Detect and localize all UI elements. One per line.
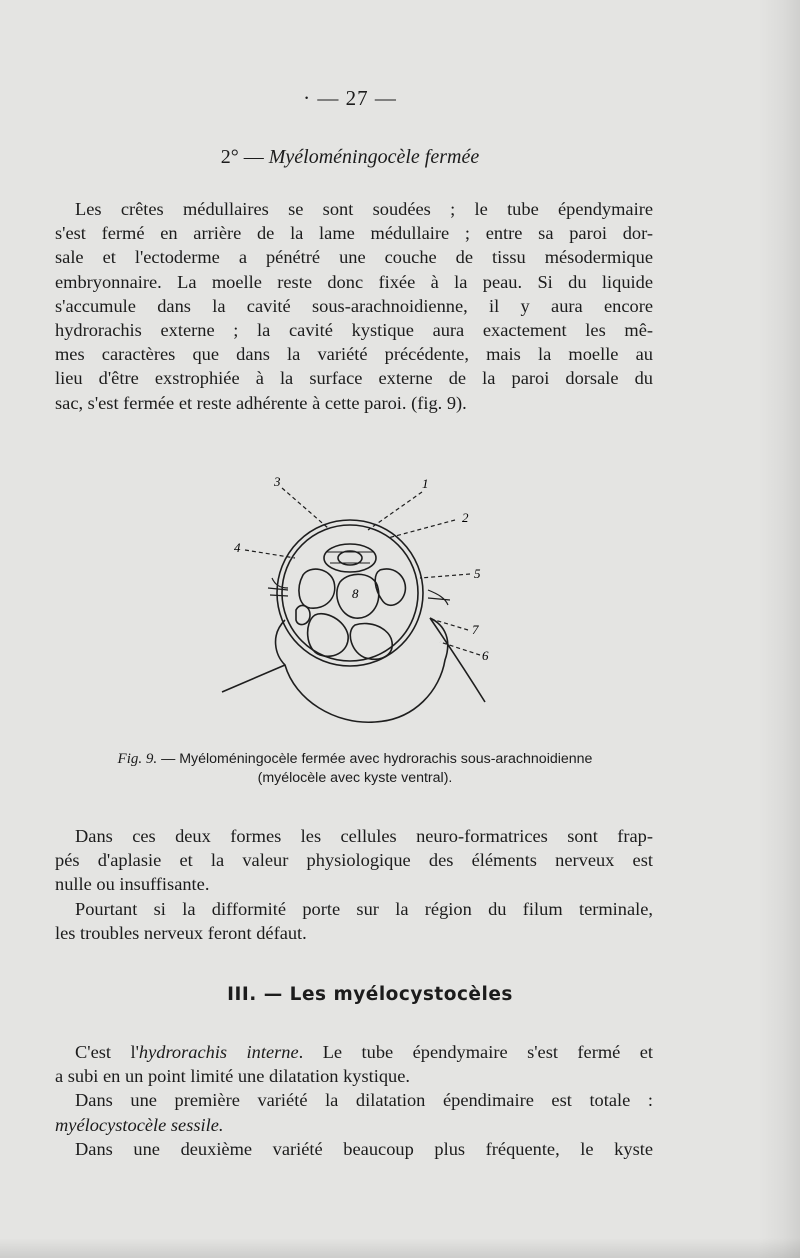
figure-label-2: 2 <box>462 510 469 525</box>
paragraph-line: sac, s'est fermée et reste adhérente à cette paroi. (fig. 9). <box>55 392 467 413</box>
section-number: 2° <box>220 146 239 168</box>
paragraph-line: Les crêtes médullaires se sont soudées ; le tube épendymaire <box>75 199 653 219</box>
page-number: · — 27 — <box>303 86 397 110</box>
cyst-right <box>375 569 405 605</box>
myelomeningocele-illustration <box>200 470 500 735</box>
page-shadow-bottom <box>0 1238 800 1258</box>
caption-line-1: — Myéloméningocèle fermée avec hydrorachis sous-arachnoidienne <box>161 751 593 767</box>
paragraph-line: les troubles nerveux feront défaut. <box>55 922 307 943</box>
paragraph-line: mes caractères que dans la variété précédente, mais la moelle au <box>55 344 653 365</box>
paragraph-3 <box>55 1040 653 1161</box>
paragraph-line <box>55 1040 653 1064</box>
section-title-text: Myéloméningocèle fermée <box>268 146 480 168</box>
inner-membrane <box>282 525 418 661</box>
figure-label-5: 5 <box>474 566 481 581</box>
paragraph-line: a subi en un point limité une dilatation kystique. <box>55 1066 410 1087</box>
figure-9-diagram <box>200 470 500 735</box>
page-shadow-right <box>758 0 800 1258</box>
paragraph-line: lieu d'être exstrophiée à la surface externe de la paroi dorsale du <box>55 368 653 389</box>
line-text: C'est l' <box>75 1042 139 1062</box>
paragraph-line: Dans une deuxième variété beaucoup plus fréquente, le kyste <box>75 1138 653 1159</box>
paragraph-line: pés d'aplasie et la valeur physiologique des éléments nerveux est <box>55 850 653 871</box>
caption-line-2: (myélocèle avec kyste ventral). <box>257 770 453 786</box>
right-appendage <box>428 590 450 605</box>
paragraph-line <box>55 1113 653 1137</box>
sac-outline <box>276 618 448 722</box>
paragraph-line: hydrorachis externe ; la cavité kystique aura exactement les mê- <box>55 320 653 341</box>
cyst-left <box>299 569 335 608</box>
cyst-lower-left <box>308 614 349 657</box>
paragraph-line: Dans ces deux formes les cellules neuro-formatrices sont frap- <box>75 826 653 846</box>
figure-label-1: 1 <box>422 476 429 491</box>
figure-label-3: 3 <box>274 474 281 489</box>
chapter-heading: III. — Les myélocystocèles <box>227 984 513 1005</box>
section-dash: — <box>243 146 264 168</box>
paragraph-line: Dans une première variété la dilatation épendimaire est totale : <box>75 1090 653 1111</box>
caption-label: Fig. 9. <box>117 751 158 767</box>
paragraph-line: nulle ou insuffisante. <box>55 874 210 895</box>
paragraph-line: Pourtant si la difformité porte sur la région du filum terminale, <box>75 898 653 919</box>
figure-label-6: 6 <box>482 648 489 663</box>
figure-caption <box>55 750 655 788</box>
spinal-cord <box>324 544 376 572</box>
figure-label-4: 4 <box>234 540 241 555</box>
cyst-lower-right <box>350 624 392 660</box>
paragraph-1 <box>55 197 653 415</box>
line-text: . Le tube épendymaire s'est fermé et <box>298 1042 654 1062</box>
paragraph-line: s'est fermé en arrière de la lame médullaire ; entre sa paroi dor- <box>55 223 653 244</box>
figure-label-7: 7 <box>472 622 479 637</box>
italic-term: myélocystocèle sessile. <box>55 1114 224 1135</box>
skin-line-left <box>222 665 285 692</box>
paragraph-line: sale et l'ectoderme a pénétré une couche de tissu mésodermique <box>55 247 653 268</box>
paragraph-line: s'accumule dans la cavité sous-arachnoidienne, il y aura encore <box>55 295 653 316</box>
cyst-small <box>296 605 310 624</box>
italic-term: hydrorachis interne <box>138 1042 299 1062</box>
figure-label-8: 8 <box>352 586 359 601</box>
paragraph-2 <box>55 824 653 945</box>
paragraph-line: embryonnaire. La moelle reste donc fixée à la peau. Si du liquide <box>55 271 653 292</box>
section-title <box>0 146 700 169</box>
